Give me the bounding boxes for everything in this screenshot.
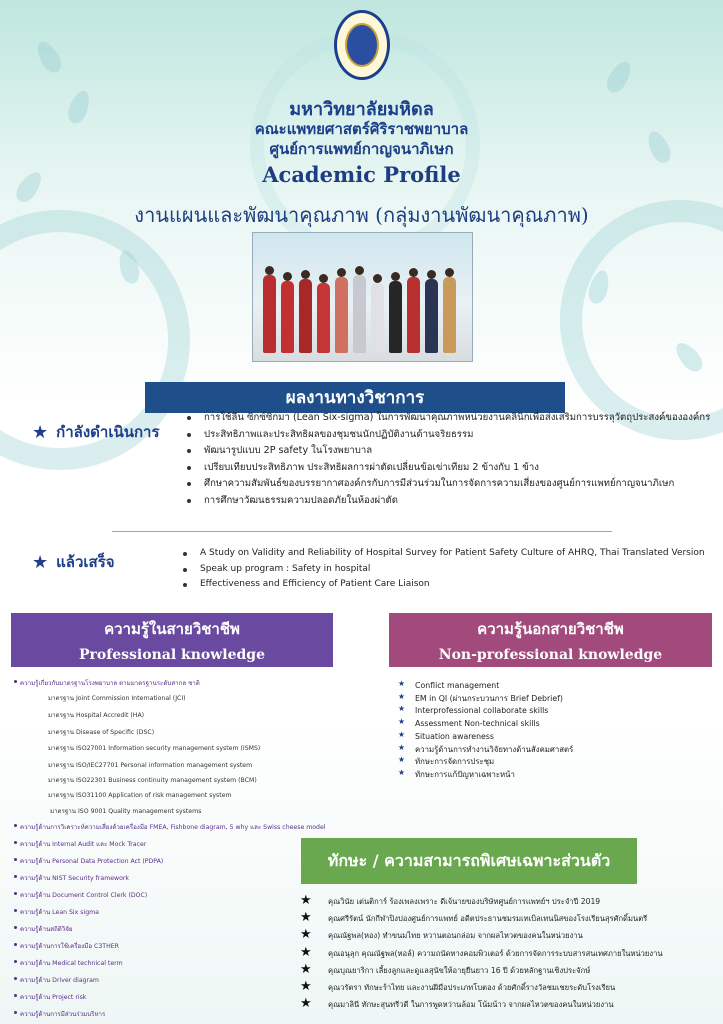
list-item: ความรู้ด้าน Personal Data Protection Act (PDPA) (14, 856, 163, 866)
list-item: ★ คุณบุณยาริกา เลี้ยงลูกและดูแลสุนัขให้อายุยืนยาว 16 ปี ด้วยหลักฐานเชิงประจักษ์ (300, 961, 591, 977)
star-icon: ★ (398, 679, 405, 688)
list-item: ความรู้ด้านการวิเคราะห์ความเสี่ยงด้วยเครื่องมือ FMEA, Fishbone diagram, 5 why และ Swiss cheese model (14, 822, 326, 832)
list-subitem: มาตรฐาน Hospital Accredit (HA) (48, 712, 145, 719)
page-subtitle: งานแผนและพัฒนาคุณภาพ (กลุ่มงานพัฒนาคุณภาพ) (134, 203, 589, 227)
list-item: ความรู้ด้าน Document Control Clerk (DOC) (14, 890, 147, 900)
special-skills-header: ทักษะ / ความสามารถพิเศษเฉพาะส่วนตัว (301, 838, 637, 884)
org-line-center: ศูนย์การแพทย์กาญจนาภิเษก (269, 140, 454, 158)
non-professional-knowledge-list (398, 680, 708, 782)
professional-title-th: ความรู้ในสายวิชาชีพ (104, 620, 240, 638)
list-item: A Study on Validity and Reliability of Hospital Survey for Patient Safety Culture of AHRQ, Thai Translated Version (180, 546, 710, 562)
non-professional-title-en: Non-professional knowledge (438, 647, 663, 663)
non-professional-title-th: ความรู้นอกสายวิชาชีพ (477, 620, 624, 638)
list-item: ★ Conflict management (398, 679, 500, 690)
list-item: Speak up program : Safety in hospital (180, 562, 710, 578)
star-icon: ★ (300, 961, 312, 977)
special-skills-list (300, 893, 720, 1013)
list-item: ความรู้ด้านการมีส่วนร่วมบริหาร (14, 1009, 105, 1019)
section-divider (112, 531, 612, 532)
star-icon: ★ (32, 551, 49, 573)
list-item: ความรู้ด้าน Internal Audit และ Mock Tracer (14, 839, 146, 849)
star-icon: ★ (398, 767, 405, 777)
list-subitem: มาตรฐาน Joint Commission International (JCI) (48, 695, 186, 702)
star-icon: ★ (398, 729, 405, 739)
star-icon: ★ (300, 927, 312, 943)
decorative-leaf (33, 38, 66, 76)
org-line-faculty: คณะแพทยศาสตร์ศิริราชพยาบาล (254, 120, 469, 138)
list-item: การศึกษาวัฒนธรรมความปลอดภัยในห้องผ่าตัด (184, 493, 714, 510)
list-item: ★ ทักษะการแก้ปัญหาเฉพาะหน้า (398, 767, 515, 779)
list-item: ความรู้ด้าน Driver diagram (14, 975, 99, 985)
list-item: ★ คุณอนุลุก คุณณัฐพล(หอล์) ความถนัดทางคอมพิวเตอร์ ด้วยการจัดการระบบสารสนเทศภายในหน่วยงาน (300, 944, 663, 960)
completed-heading (32, 550, 115, 574)
list-item: เปรียบเทียบประสิทธิภาพ ประสิทธิผลการผ่าตัดเปลี่ยนข้อเข่าเทียม 2 ข้างกับ 1 ข้าง (184, 460, 714, 477)
list-item: ★ ทักษะการจัดการประชุม (398, 755, 495, 767)
list-item: Effectiveness and Efficiency of Patient Care Liaison (180, 577, 710, 593)
list-subitem: มาตรฐาน ISO 9001 Quality management systems (50, 808, 202, 815)
list-item: ★ คุณมาลินี ทักษะสุนทรีวดี ในการพูดหว่านล้อม โน้มน้าว จากผลไหวตของคนในหน่วยงาน (300, 996, 614, 1012)
completed-list (180, 546, 710, 593)
team-photo (252, 232, 473, 362)
professional-title-en: Professional knowledge (78, 647, 265, 663)
decorative-ring-right (560, 200, 723, 440)
non-professional-knowledge-header (389, 613, 712, 667)
list-item: พัฒนารูปแบบ 2P safety ในโรงพยาบาล (184, 443, 714, 460)
list-item: ศึกษาความสัมพันธ์ของบรรยากาศองค์กรกับการมีส่วนร่วมในการจัดการความเสี่ยงของศูนย์การแพทย์กาญจนาภิเษก (184, 476, 714, 493)
star-icon: ★ (300, 910, 312, 926)
professional-knowledge-header (11, 613, 333, 667)
star-icon: ★ (398, 704, 405, 714)
list-item: ★ EM in QI (ผ่านกระบวนการ Brief Debrief) (398, 691, 563, 703)
list-item: ความรู้ด้าน NIST Security framework (14, 873, 129, 883)
list-subitem: มาตรฐาน ISO31100 Application of risk management system (48, 792, 232, 799)
list-item: ประสิทธิภาพและประสิทธิผลของชุมชนนักปฏิบัติงานด้านจริยธรรม (184, 427, 714, 444)
completed-heading-label: แล้วเสร็จ (56, 553, 115, 571)
list-item: การใช้ลีน ซิกซ์ซิกมา (Lean Six-sigma) ในการพัฒนาคุณภาพหน่วยงานคลินิกเพื่อส่งเสริมการบรรลุวัตถุประสงค์ขององค์กร (184, 410, 714, 427)
list-item: ความรู้ด้าน Medical technical term (14, 958, 123, 968)
list-item: ความรู้ด้านสถิติวิจัย (14, 924, 72, 934)
university-seal-logo (334, 10, 390, 80)
decorative-leaf (603, 58, 636, 96)
list-item: ★ คุณศรีรัตน์ นักกีฬาปิงปองศูนย์การแพทย์ อดีตประธานชมรมเทเบิลเทนนิสของโรงเรียนสุรศักดิ์มนตรี (300, 910, 648, 926)
in-progress-heading (32, 420, 160, 444)
star-icon: ★ (300, 893, 312, 908)
list-item: ★ Interprofessional collaborate skills (398, 704, 549, 716)
list-item: ความรู้ด้านการใช้เครื่องมือ C3THER (14, 941, 119, 951)
list-item: ★ คุณณัฐพล(หอง) ทำขนมไทย หวานตอนกล่อม จากผลไหวตของคนในหน่วยงาน (300, 927, 583, 943)
list-item: ★ คุณวินัย เต่นติการ์ ร้องเพลงเพราะ ดีเจ้นายของบริษัทศูนย์การแพทย์ฯ ประจำปี 2019 (300, 893, 601, 908)
star-icon: ★ (300, 979, 312, 995)
list-subitem: มาตรฐาน ISO27001 Information security management system (ISMS) (48, 745, 261, 752)
list-item: ความรู้เกี่ยวกับมาตรฐานโรงพยาบาล ตามมาตรฐานระดับสากล ชาติ (14, 678, 200, 688)
page-title: Academic Profile (262, 162, 461, 187)
list-item: ★ Situation awareness (398, 729, 494, 741)
in-progress-list (184, 410, 714, 510)
academic-works-banner: ผลงานทางวิชาการ (145, 382, 565, 413)
list-subitem: มาตรฐาน Disease of Specific (DSC) (48, 729, 155, 736)
star-icon: ★ (398, 717, 405, 727)
in-progress-heading-label: กำลังดำเนินการ (56, 423, 160, 441)
list-item: ★ คุณวรัตรา ทักษะร้าไทย และงานฝีมือประเภทโบตอง ด้วยศักดิ์รางวัลชมเชยระดับโรงเรียน (300, 979, 616, 995)
star-icon: ★ (398, 691, 405, 701)
star-icon: ★ (398, 755, 405, 765)
list-item: ★ ความรู้ด้านการทำงานวิจัยทางด้านสังคมศาสตร์ (398, 742, 574, 754)
star-icon: ★ (32, 421, 49, 443)
org-line-university: มหาวิทยาลัยมหิดล (289, 99, 434, 120)
list-item: ความรู้ด้าน Lean Six sigma (14, 907, 99, 917)
list-item: ความรู้ด้าน Project risk (14, 992, 86, 1002)
list-item: ★ Assessment Non-technical skills (398, 717, 540, 729)
star-icon: ★ (398, 742, 405, 752)
list-subitem: มาตรฐาน ISO/IEC27701 Personal information management system (48, 762, 253, 769)
list-subitem: มาตรฐาน ISO22301 Business continuity management system (BCM) (48, 777, 257, 784)
star-icon: ★ (300, 944, 312, 960)
star-icon: ★ (300, 996, 312, 1012)
